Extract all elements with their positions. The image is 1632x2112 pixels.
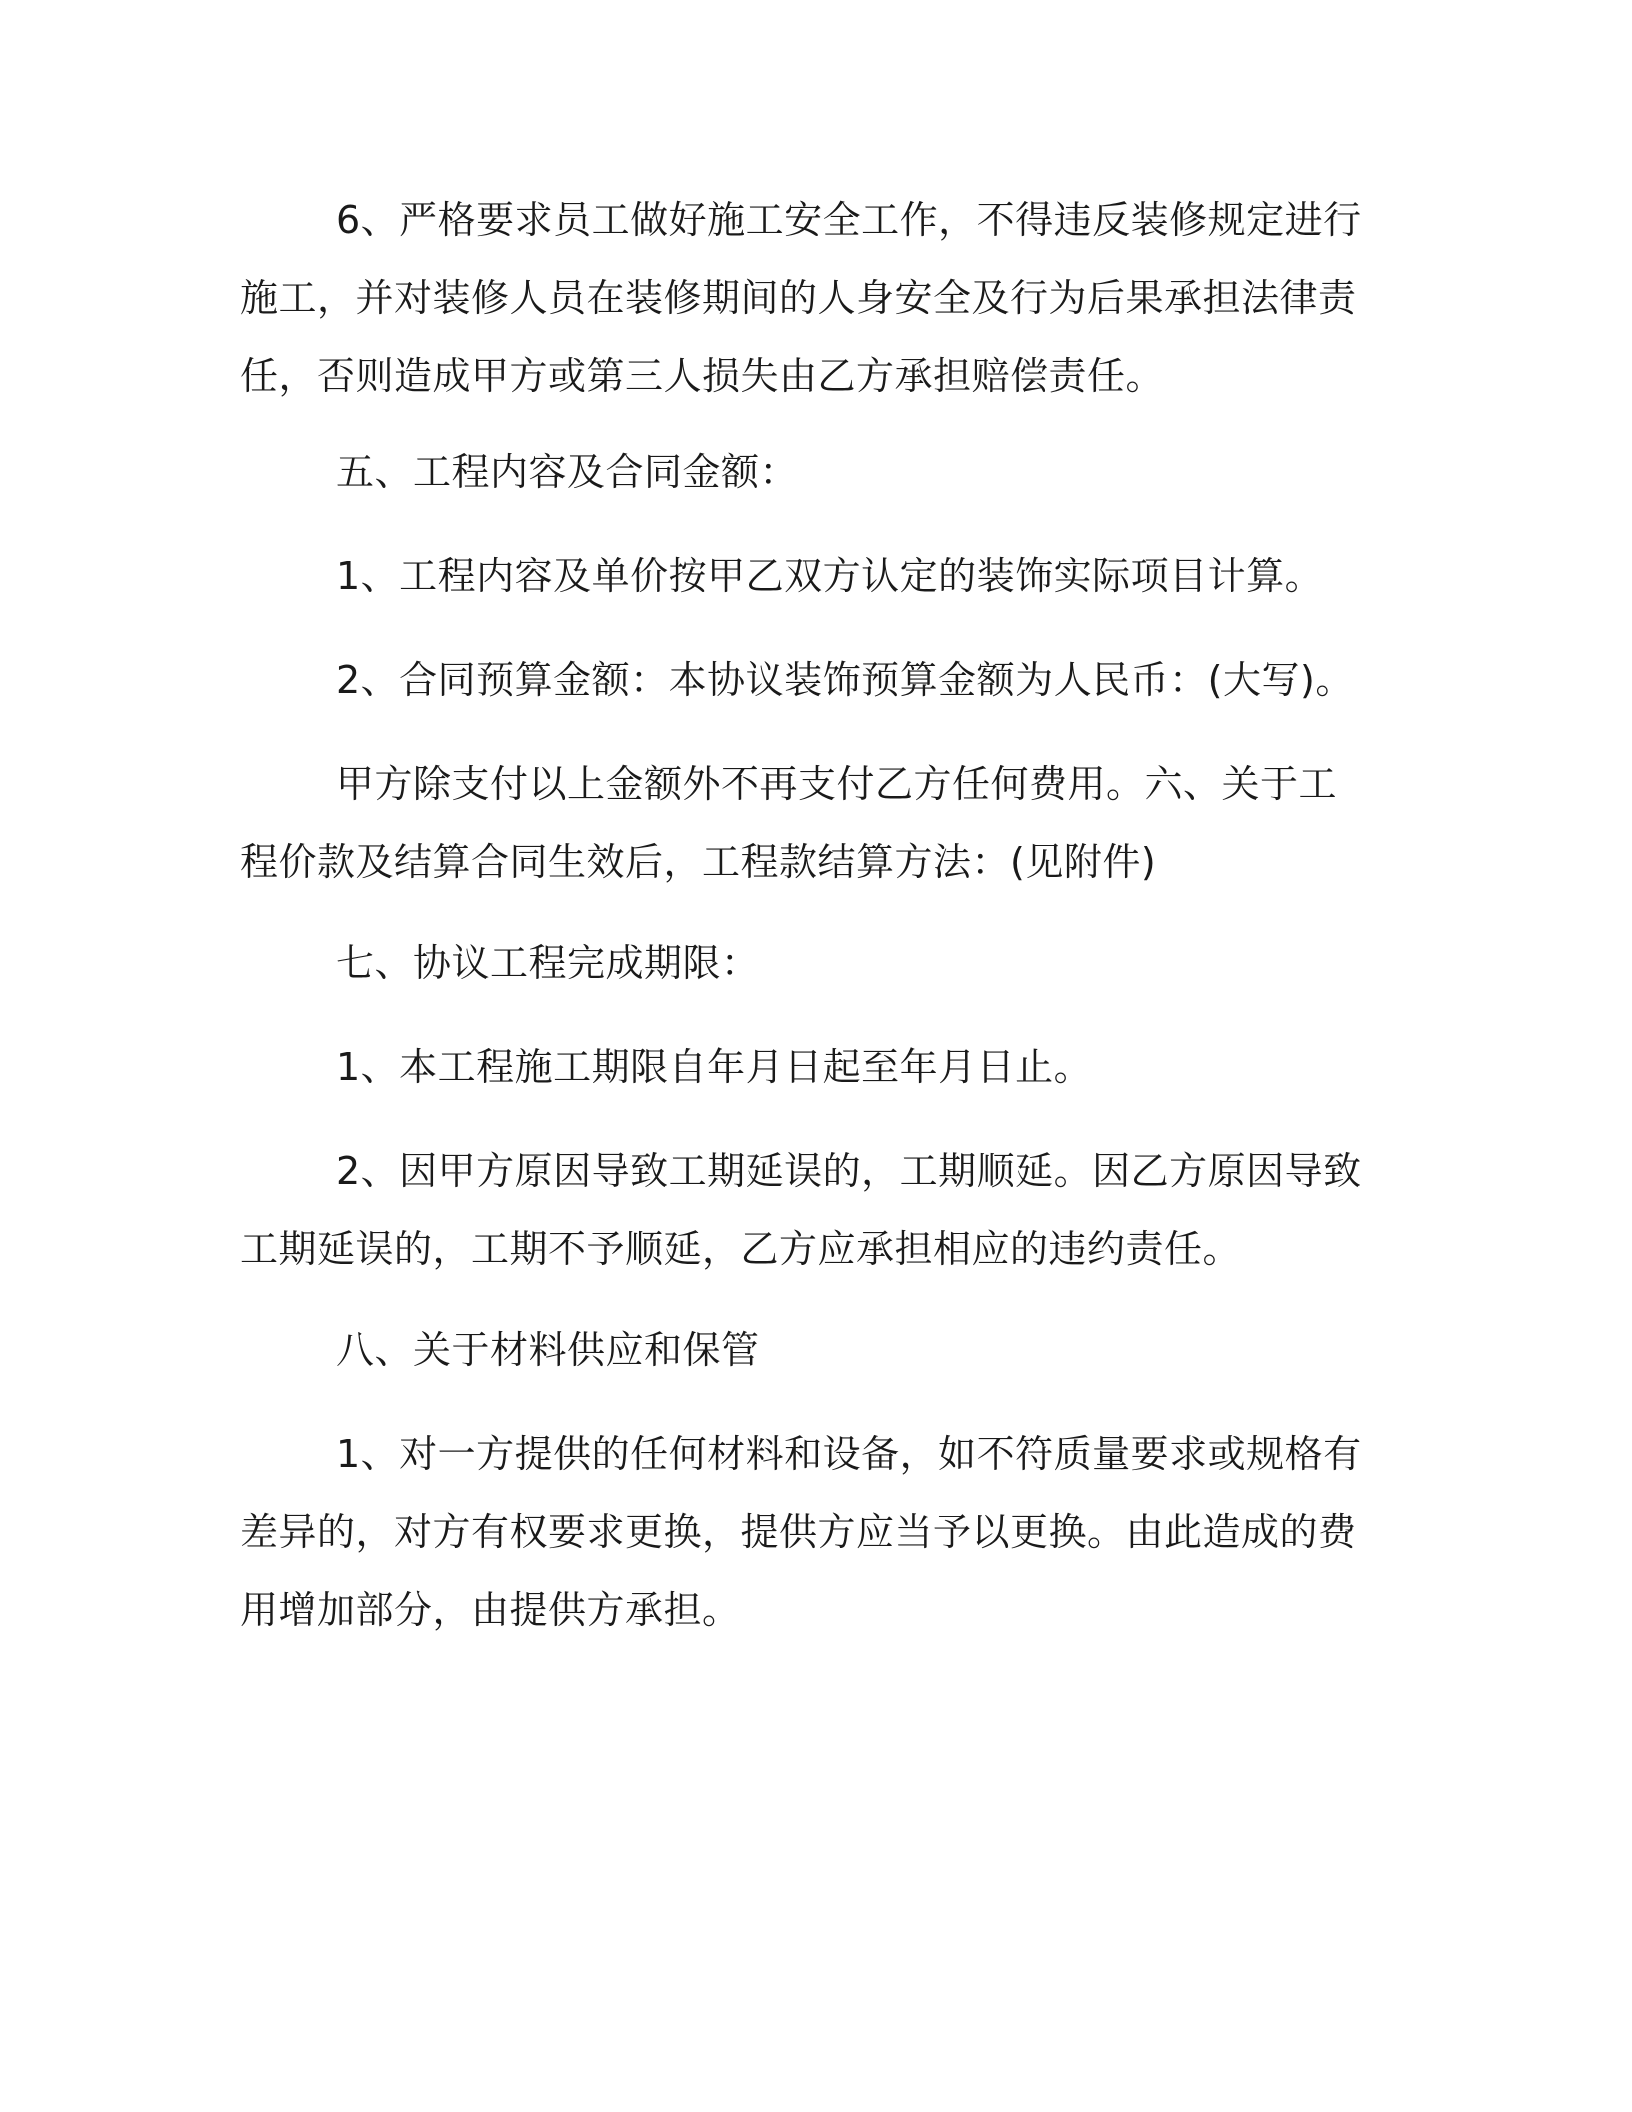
section-heading-five: 五、工程内容及合同金额：	[336, 450, 799, 494]
paragraph-project-content: 1、工程内容及单价按甲乙双方认定的装饰实际项目计算。	[336, 554, 1324, 598]
paragraph-safety-responsibility: 6、严格要求员工做好施工安全工作，不得违反装修规定进行施工，并对装修人员在装修期间的人身安全及行为后果承担法律责任，否则造成甲方或第三人损失由乙方承担赔偿责任。	[240, 198, 1362, 398]
paragraph-construction-period: 1、本工程施工期限自年月日起至年月日止。	[336, 1045, 1093, 1089]
section-heading-seven: 七、协议工程完成期限：	[336, 941, 760, 985]
section-heading-eight: 八、关于材料供应和保管	[336, 1328, 760, 1372]
paragraph-material-replacement: 1、对一方提供的任何材料和设备，如不符质量要求或规格有差异的，对方有权要求更换，提供方应当予以更换。由此造成的费用增加部分，由提供方承担。	[240, 1432, 1362, 1632]
paragraph-delay-responsibility: 2、因甲方原因导致工期延误的，工期顺延。因乙方原因导致工期延误的，工期不予顺延，乙方应承担相应的违约责任。	[240, 1149, 1362, 1271]
paragraph-budget-amount: 2、合同预算金额：本协议装饰预算金额为人民币：(大写)。	[336, 658, 1354, 702]
paragraph-payment-settlement: 甲方除支付以上金额外不再支付乙方任何费用。六、关于工程价款及结算合同生效后，工程款结算方法：(见附件)	[240, 762, 1338, 884]
